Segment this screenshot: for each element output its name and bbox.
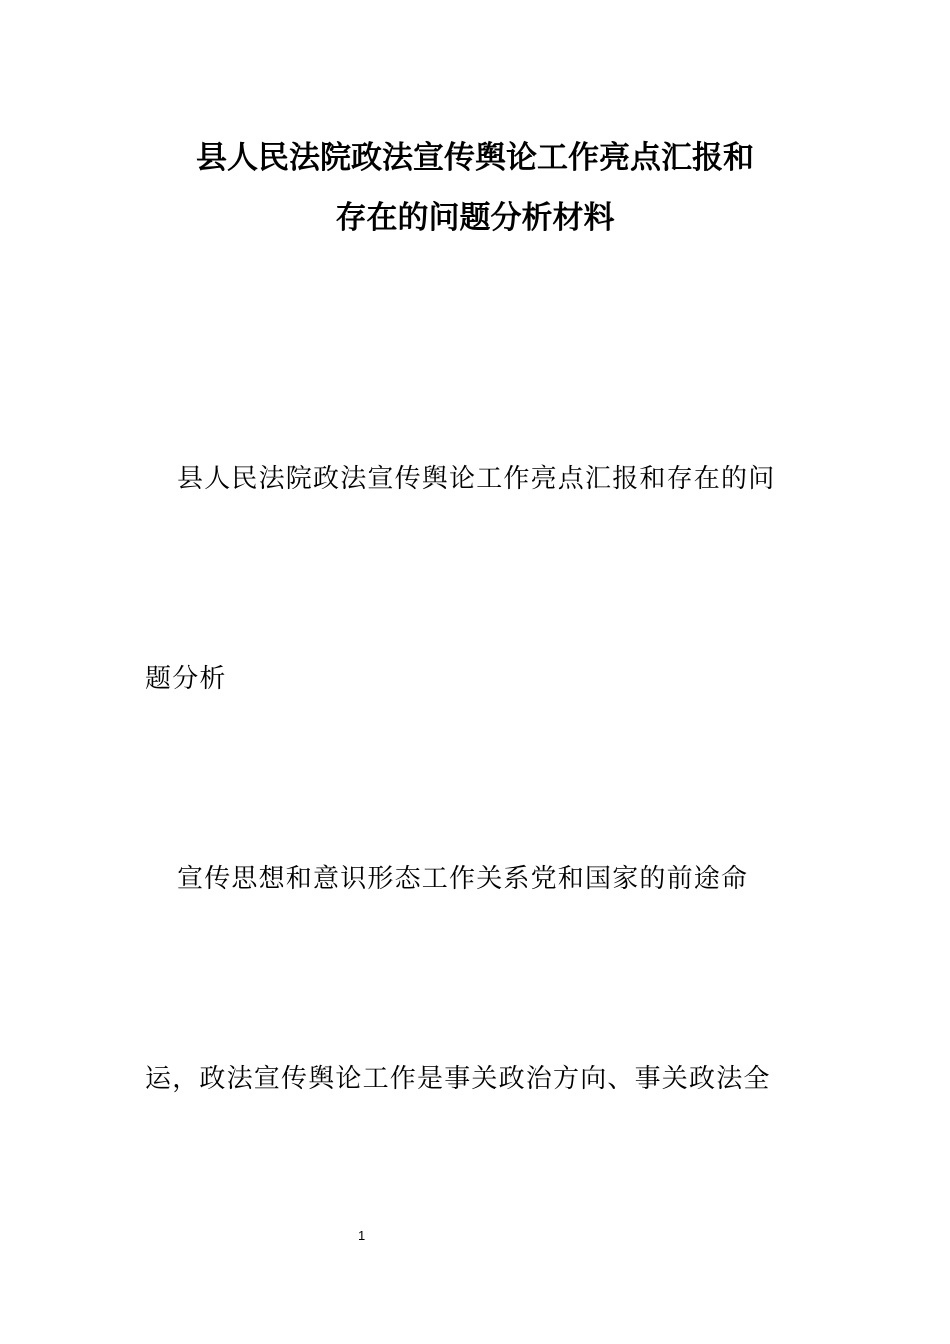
body-line-4: 运，政法宣传舆论工作是事关政治方向、事关政法全	[145, 1064, 771, 1094]
body-line-1: 县人民法院政法宣传舆论工作亮点汇报和存在的问	[177, 464, 776, 494]
body-line-3: 宣传思想和意识形态工作关系党和国家的前途命	[177, 864, 749, 894]
body-line-2: 题分析	[145, 664, 227, 694]
title-line-1: 县人民法院政法宣传舆论工作亮点汇报和	[196, 140, 754, 176]
page-number: 1	[358, 1228, 366, 1243]
document-title	[0, 128, 950, 248]
title-line-2: 存在的问题分析材料	[335, 200, 615, 236]
